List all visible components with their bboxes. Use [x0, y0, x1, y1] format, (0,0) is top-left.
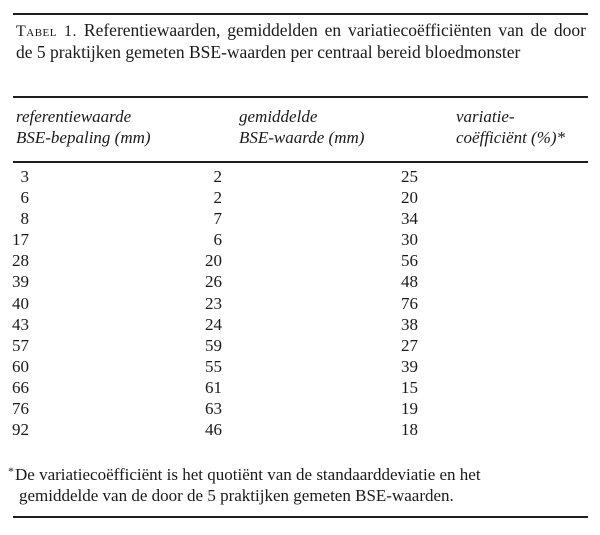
- column-header-cv: variatie- coëfficiënt (%)*: [456, 107, 566, 147]
- cv-value: 27: [401, 335, 418, 355]
- reference-value: 66: [12, 377, 29, 397]
- mean-value: 2: [213, 167, 222, 186]
- column-header-mean: gemiddelde BSE-waarde (mm): [239, 107, 365, 147]
- table-body: [0, 166, 600, 440]
- table-caption: [16, 20, 586, 63]
- table-row: [0, 377, 600, 398]
- reference-value: 39: [12, 272, 29, 292]
- table-row: [0, 335, 600, 356]
- mean-value: 55: [205, 356, 222, 376]
- mean-value: 6: [213, 230, 222, 250]
- table-row: [0, 271, 600, 292]
- table-row: [0, 166, 600, 187]
- mean-value: 7: [213, 209, 222, 229]
- mean-value: 59: [205, 335, 222, 355]
- table-row: [0, 419, 600, 440]
- table-row: [0, 208, 600, 229]
- table-row: [0, 356, 600, 377]
- cv-value: 38: [401, 314, 418, 334]
- top-rule: [13, 13, 588, 15]
- table-row: [0, 293, 600, 314]
- table-row: [0, 187, 600, 208]
- table-label: Tabel 1.: [16, 23, 78, 40]
- reference-value: 57: [12, 335, 29, 355]
- cv-value: 18: [401, 420, 418, 440]
- reference-value: 17: [12, 230, 29, 250]
- footnote-line-2: gemiddelde van de door de 5 praktijken gemeten BSE-waarden.: [19, 486, 454, 505]
- reference-value: 92: [12, 420, 29, 440]
- cv-value: 56: [401, 251, 418, 271]
- cv-value: 20: [401, 188, 418, 208]
- cv-value: 15: [401, 377, 418, 397]
- footnote-line-1: De variatiecoëfficiënt is het quotiënt van de standaarddeviatie en het: [15, 465, 481, 484]
- mean-value: 23: [205, 293, 222, 313]
- caption-rule: [13, 96, 588, 98]
- mean-value: 46: [205, 420, 222, 440]
- mean-value: 26: [205, 272, 222, 292]
- table-footnote: [8, 461, 588, 506]
- table-row: [0, 314, 600, 335]
- cv-value: 48: [401, 272, 418, 292]
- reference-value: 6: [20, 188, 29, 208]
- reference-value: 8: [20, 209, 29, 229]
- mean-value: 63: [205, 399, 222, 419]
- column-header-reference: referentiewaarde BSE-bepaling (mm): [16, 107, 151, 147]
- reference-value: 40: [12, 293, 29, 313]
- cv-value: 34: [401, 209, 418, 229]
- footnote-mark: *: [8, 464, 14, 478]
- cv-value: 39: [401, 356, 418, 376]
- reference-value: 3: [20, 167, 29, 186]
- table-row: [0, 250, 600, 271]
- mean-value: 20: [205, 251, 222, 271]
- caption-text: Referentiewaarden, gemiddelden en variatiecoëfficiënten van de door de 5 praktijken gemeten BSE-waarden per centraal bereid bloedmonster: [16, 20, 586, 62]
- table-row: [0, 229, 600, 250]
- header-rule: [13, 161, 588, 163]
- cv-value: 30: [401, 230, 418, 250]
- reference-value: 76: [12, 399, 29, 419]
- mean-value: 61: [205, 377, 222, 397]
- mean-value: 24: [205, 314, 222, 334]
- table-row: [0, 398, 600, 419]
- reference-value: 60: [12, 356, 29, 376]
- reference-value: 28: [12, 251, 29, 271]
- cv-value: 25: [401, 167, 418, 186]
- reference-value: 43: [12, 314, 29, 334]
- cv-value: 76: [401, 293, 418, 313]
- cv-value: 19: [401, 399, 418, 419]
- bottom-rule: [13, 516, 588, 518]
- mean-value: 2: [213, 188, 222, 208]
